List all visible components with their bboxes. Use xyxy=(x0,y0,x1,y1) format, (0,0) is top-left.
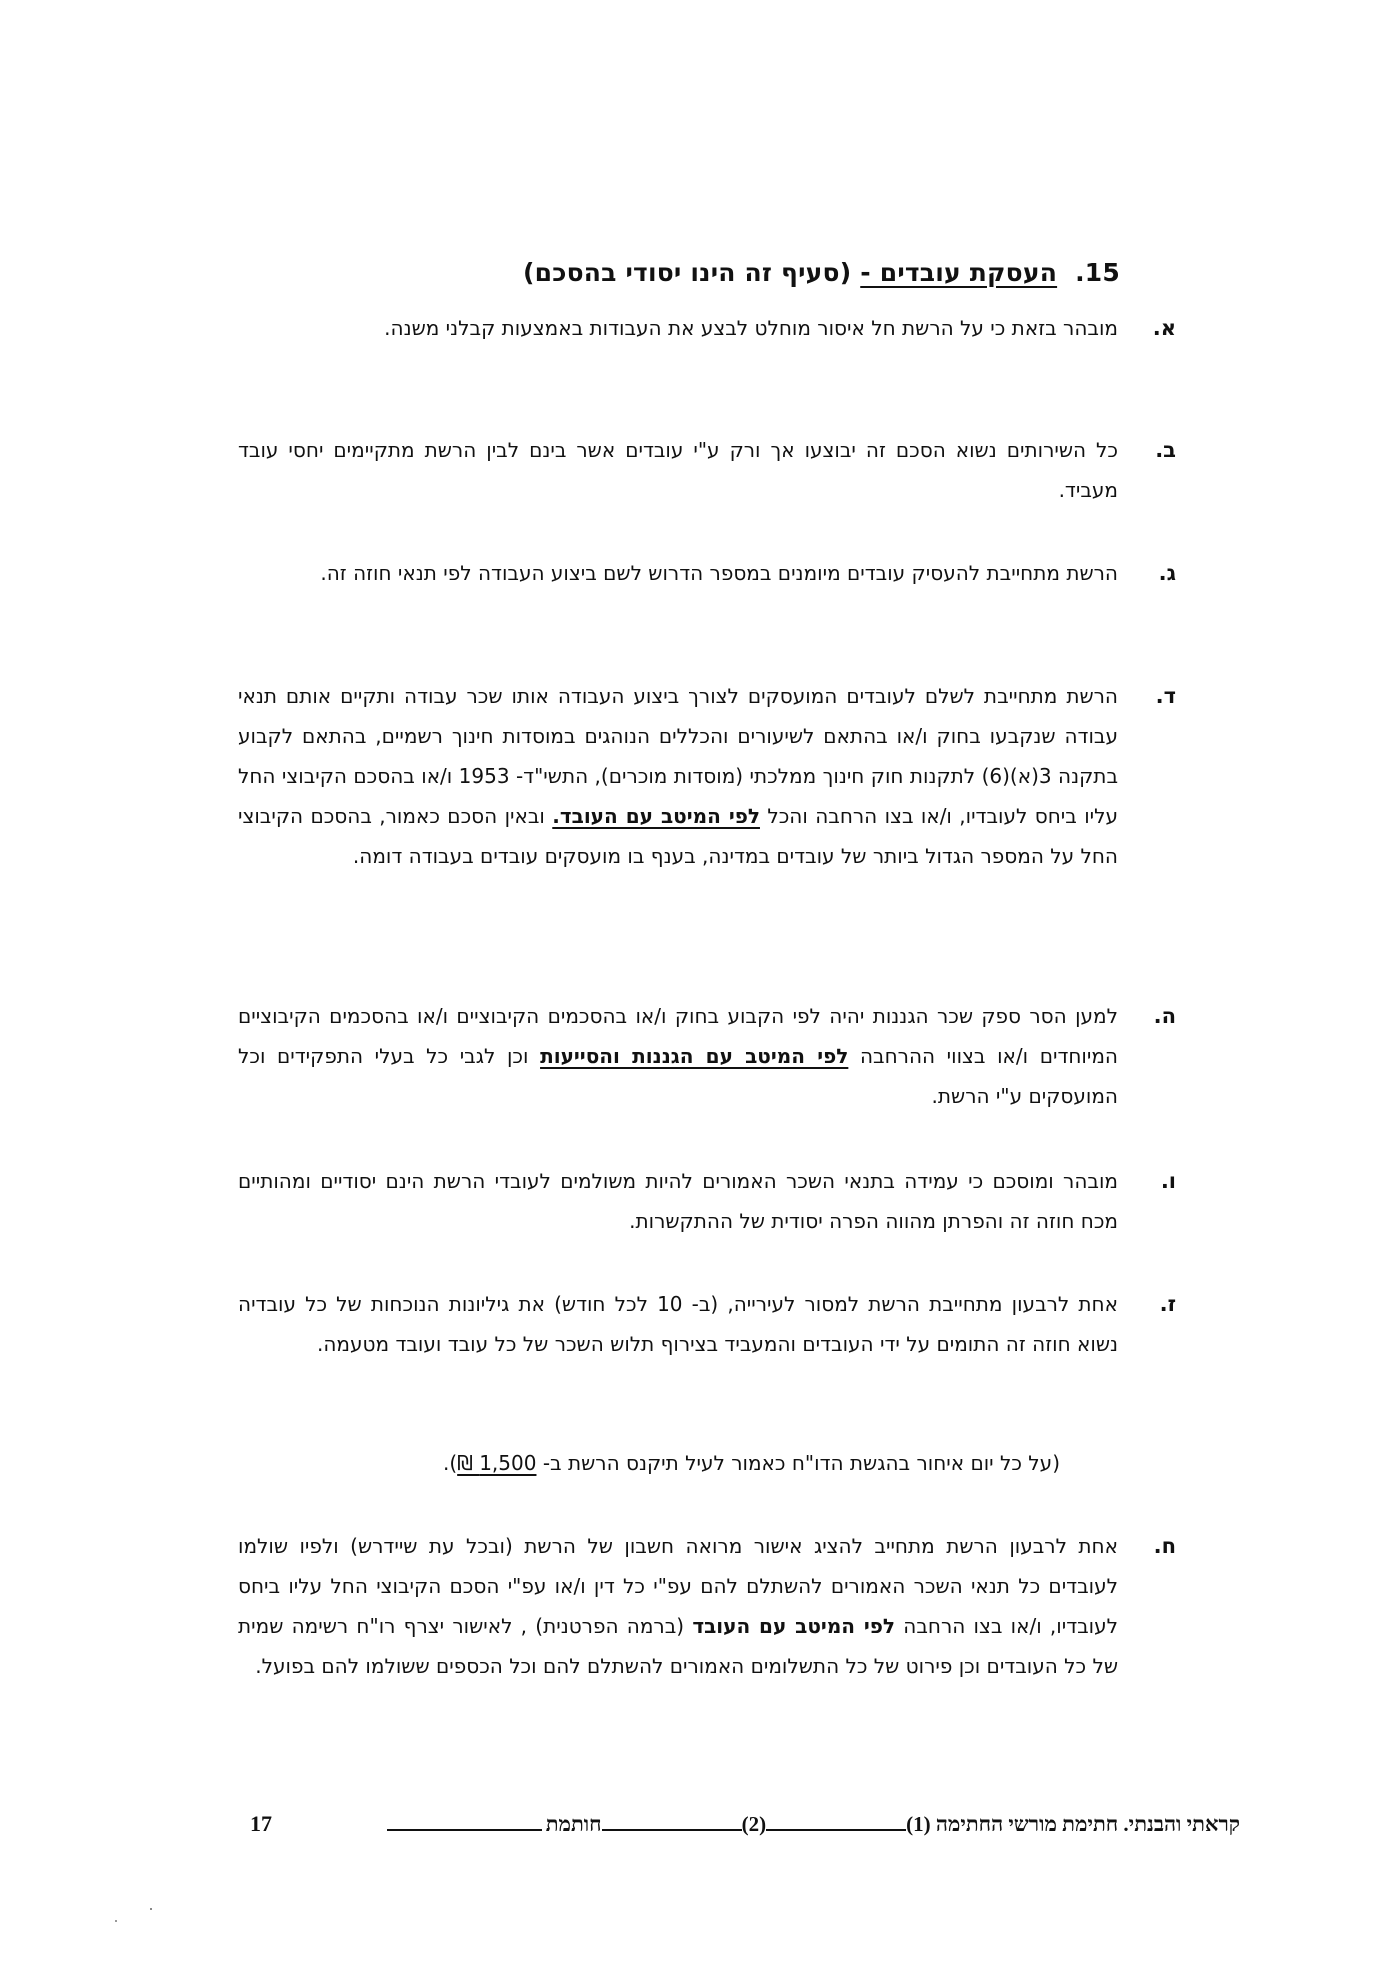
clause-label: ג. xyxy=(1158,561,1176,585)
clause-text: ובאין הסכם כאמור, בהסכם הקיבוצי החל על המספר הגדול ביותר של עובדים במדינה, בענף בו מועסקים עובדים בעבודה דומה. xyxy=(238,804,1118,868)
clause-label: א. xyxy=(1152,316,1176,340)
clause-text: וכן לגבי כל בעלי התפקידים וכל המועסקים ע"י הרשת. xyxy=(238,1044,1118,1108)
signature-2-line xyxy=(602,1811,742,1831)
clause-text: כל השירותים נשוא הסכם זה יבוצעו אך ורק ע"י עובדים אשר בינם לבין הרשת מתקיימים יחסי עובד מעביד. xyxy=(238,438,1118,502)
clause-text: הרשת מתחייבת להעסיק עובדים מיומנים במספר הדרוש לשם ביצוע העבודה לפי תנאי חוזה זה. xyxy=(320,561,1118,585)
scan-speck xyxy=(115,1920,117,1922)
page-number: 17 xyxy=(250,1811,272,1836)
clause-a xyxy=(238,308,1176,348)
clause-label: ד. xyxy=(1155,684,1176,708)
clause-emphasis: לפי המיטב עם העובד xyxy=(692,1614,896,1638)
penalty-text: (על כל יום איחור בהגשת הדו"ח כאמור לעיל תיקנס הרשת ב- xyxy=(542,1451,1060,1475)
penalty-note xyxy=(443,1443,1060,1483)
penalty-close: ). xyxy=(442,1451,458,1475)
clause-f xyxy=(238,1161,1176,1241)
read-statement: קראתי והבנתי. חתימת מורשי החתימה xyxy=(935,1812,1240,1836)
signature-footer xyxy=(250,1811,1240,1837)
clause-label: ז. xyxy=(1159,1292,1176,1316)
clause-text: מובהר בזאת כי על הרשת חל איסור מוחלט לבצע את העבודות באמצעות קבלני משנה. xyxy=(384,316,1118,340)
clause-text: הרשת מתחייבת לשלם לעובדים המועסקים לצורך ביצוע העבודה אותו שכר עבודה ותקיים אותם תנאי עבודה שנקבעו בחוק ו/או בהתאם לשיעורים והכללים הנוהגים במוסדות חינוך רשמיים, בהתאם לקבוע בתקנה 3(א)(6) לתקנות חוק חינוך ממלכתי (מוסדות מוכרים), התשי"ד- 1953 ו/או בהסכם הקיבוצי החל עליו ביחס לעובדיו, ו/או בצו הרחבה והכל xyxy=(238,684,1119,828)
clause-text: (ברמה הפרטנית) , לאישור יצרף רו"ח רשימה שמית של כל העובדים וכן פירוט של כל התשלומים האמורים להשתלם להם וכל הכספים ששולמו להם בפועל. xyxy=(238,1614,1118,1678)
section-number: 15. xyxy=(1075,258,1120,287)
clause-label: ח. xyxy=(1153,1534,1176,1558)
signature-1-line xyxy=(766,1811,906,1831)
signature-2-label: (2) xyxy=(741,1812,767,1836)
clause-h xyxy=(238,1526,1176,1686)
clause-g xyxy=(238,1284,1176,1364)
signature-1-label: (1) xyxy=(906,1812,931,1836)
stamp-line xyxy=(387,1811,542,1831)
clause-emphasis: לפי המיטב עם העובד. xyxy=(552,804,760,828)
clause-label: ה. xyxy=(1153,1004,1176,1028)
clause-label: ו. xyxy=(1160,1169,1176,1193)
penalty-amount: 1,500 ₪ xyxy=(457,1451,537,1475)
clause-d xyxy=(238,676,1176,876)
clause-label: ב. xyxy=(1155,438,1176,462)
clause-text: אחת לרבעון מתחייבת הרשת למסור לעירייה, (ב- 10 לכל חודש) את גיליונות הנוכחות של כל עובדיה נשוא חוזה זה התומים על ידי העובדים והמעביד בצירוף תלוש השכר של כל עובד ועובד מטעמה. xyxy=(238,1292,1118,1356)
clause-text: למען הסר ספק שכר הגננות יהיה לפי הקבוע בחוק ו/או בהסכמים הקיבוציים ו/או בהסכמים הקיבוציים המיוחדים ו/או בצווי ההרחבה xyxy=(238,1004,1118,1068)
section-title: העסקת עובדים - xyxy=(860,258,1058,287)
section-heading xyxy=(523,258,1120,287)
clause-emphasis: לפי המיטב עם הגננות והסייעות xyxy=(540,1044,849,1068)
clause-text: מובהר ומוסכם כי עמידה בתנאי השכר האמורים להיות משולמים לעובדי הרשת הינם יסודיים ומהותיים מכח חוזה זה והפרתן מהווה הפרה יסודית של ההתקשרות. xyxy=(238,1169,1118,1233)
section-subtitle: (סעיף זה הינו יסודי בהסכם) xyxy=(522,258,852,287)
clause-text: אחת לרבעון הרשת מתחייב להציג אישור מרואה חשבון של הרשת (ובכל עת שיידרש) ולפיו שולמו לעובדים כל תנאי השכר האמורים להשתלם להם עפ"י כל דין ו/או עפ"י הסכם הקיבוצי החל עליו ביחס לעובדיו, ו/או בצו הרחבה xyxy=(238,1534,1119,1638)
clause-e xyxy=(238,996,1176,1116)
clause-b xyxy=(238,430,1176,510)
clause-c xyxy=(238,553,1176,593)
stamp-label: חותמת xyxy=(545,1812,602,1836)
scan-speck xyxy=(150,1908,152,1910)
